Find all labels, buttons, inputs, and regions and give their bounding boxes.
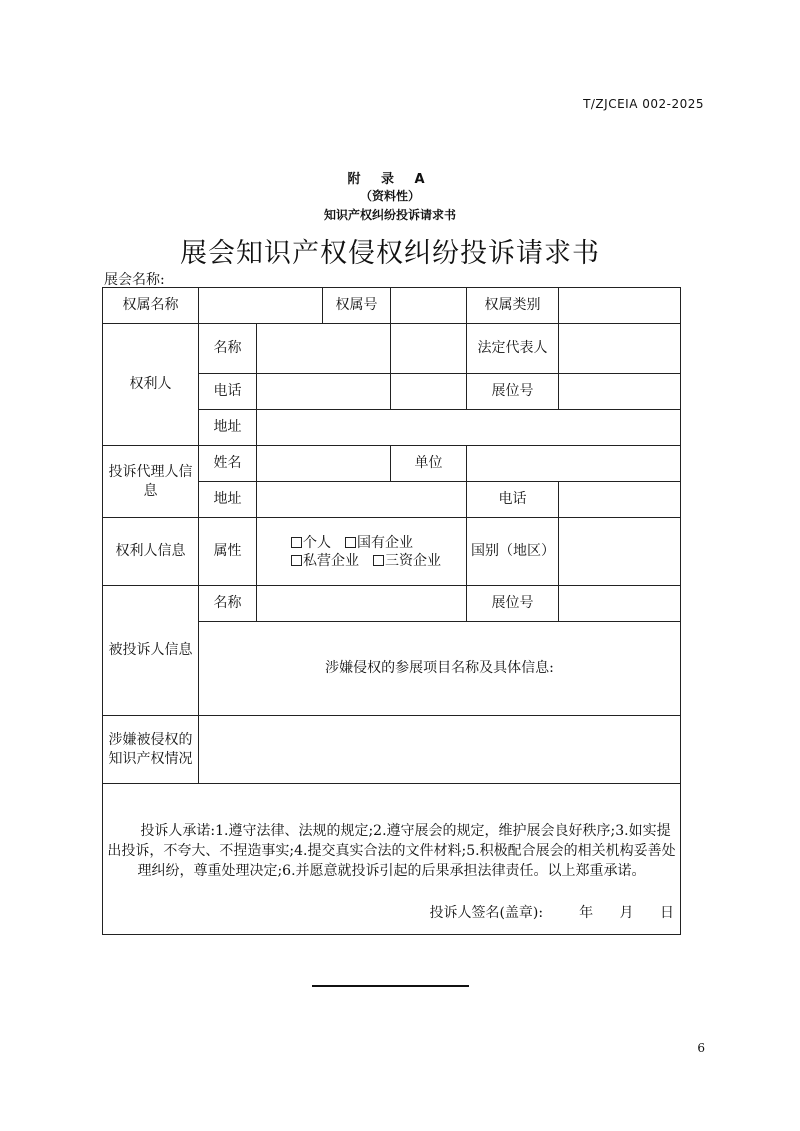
agent-name-field[interactable] [257, 446, 391, 482]
ownership-name-label: 权属名称 [103, 288, 199, 324]
agent-unit-field[interactable] [467, 446, 681, 482]
ownership-name-field[interactable] [199, 288, 323, 324]
table-row [103, 518, 681, 586]
checkbox-individual[interactable] [291, 537, 302, 548]
checkbox-private[interactable] [291, 555, 302, 566]
table-row [103, 784, 681, 935]
expo-name-label: 展会名称: [104, 272, 165, 288]
legal-rep-field[interactable] [559, 324, 681, 374]
rights-holder-phone-field[interactable] [257, 374, 391, 410]
option-individual-label: 个人 [303, 534, 331, 551]
checkbox-state-owned[interactable] [345, 537, 356, 548]
agent-unit-label: 单位 [391, 446, 467, 482]
table-row [103, 446, 681, 482]
commitment-text: 投诉人承诺:1.遵守法律、法规的规定;2.遵守展会的规定，维护展会良好秩序;3.如实提出投诉，不夸大、不捏造事实;4.提交真实合法的文件材料;5.积极配合展会的相关机构妥善处理纠纷，尊重处理决定;6.并愿意就投诉引起的后果承担法律责任。以上郑重承诺。 [107, 823, 676, 879]
option-foreign-invested-label: 三资企业 [385, 552, 441, 569]
agent-address-field[interactable] [257, 482, 467, 518]
respondent-name-field[interactable] [257, 586, 467, 622]
rights-holder-booth-label: 展位号 [467, 374, 559, 410]
appendix-caption: 知识产权纠纷投诉请求书 [323, 208, 456, 222]
rights-holder-phone-label: 电话 [199, 374, 257, 410]
checkbox-foreign-invested[interactable] [373, 555, 384, 566]
ownership-type-field[interactable] [559, 288, 681, 324]
respondent-name-label: 名称 [199, 586, 257, 622]
rights-holder-label: 权利人 [103, 324, 199, 446]
rights-holder-address-field[interactable] [257, 410, 681, 446]
respondent-label: 被投诉人信息 [103, 586, 199, 716]
infringement-field[interactable] [199, 716, 681, 784]
commitment-cell [103, 784, 681, 935]
table-row [103, 716, 681, 784]
page-number: 6 [697, 1041, 705, 1055]
infringement-label: 涉嫌被侵权的知识产权情况 [103, 716, 199, 784]
attribute-options [257, 518, 467, 586]
signature-label: 投诉人签名(盖章): [429, 905, 544, 921]
appendix-title: 附 录 A [347, 172, 433, 187]
country-label: 国别（地区） [467, 518, 559, 586]
respondent-items-field[interactable] [199, 622, 681, 716]
signature-line[interactable] [107, 904, 676, 923]
end-rule [312, 985, 469, 987]
ownership-no-label: 权属号 [323, 288, 391, 324]
agent-name-label: 姓名 [199, 446, 257, 482]
attribute-label: 属性 [199, 518, 257, 586]
form-title: 展会知识产权侵权纠纷投诉请求书 [180, 238, 600, 269]
rights-holder-name-field[interactable] [257, 324, 391, 374]
appendix-subtitle: （资料性） [359, 189, 420, 203]
option-state-owned-label: 国有企业 [357, 534, 413, 551]
rights-holder-booth-field[interactable] [559, 374, 681, 410]
rights-holder-name-label: 名称 [199, 324, 257, 374]
document-code: T/ZJCEIA 002-2025 [583, 97, 704, 111]
respondent-items-label: 涉嫌侵权的参展项目名称及具体信息: [325, 660, 554, 676]
rights-holder-name-field-2[interactable] [391, 324, 467, 374]
complaint-form-table [102, 287, 681, 935]
agent-address-label: 地址 [199, 482, 257, 518]
agent-phone-label: 电话 [467, 482, 559, 518]
rights-holder-phone-field-2[interactable] [391, 374, 467, 410]
ownership-type-label: 权属类别 [467, 288, 559, 324]
ownership-no-field[interactable] [391, 288, 467, 324]
agent-phone-field[interactable] [559, 482, 681, 518]
signature-date: 年 月 日 [579, 905, 674, 921]
country-field[interactable] [559, 518, 681, 586]
holder-info-label: 权利人信息 [103, 518, 199, 586]
table-row [103, 586, 681, 622]
option-private-label: 私营企业 [303, 552, 359, 569]
rights-holder-address-label: 地址 [199, 410, 257, 446]
table-row [103, 288, 681, 324]
table-row [103, 324, 681, 374]
legal-rep-label: 法定代表人 [467, 324, 559, 374]
agent-label: 投诉代理人信息 [103, 446, 199, 518]
respondent-booth-label: 展位号 [467, 586, 559, 622]
respondent-booth-field[interactable] [559, 586, 681, 622]
